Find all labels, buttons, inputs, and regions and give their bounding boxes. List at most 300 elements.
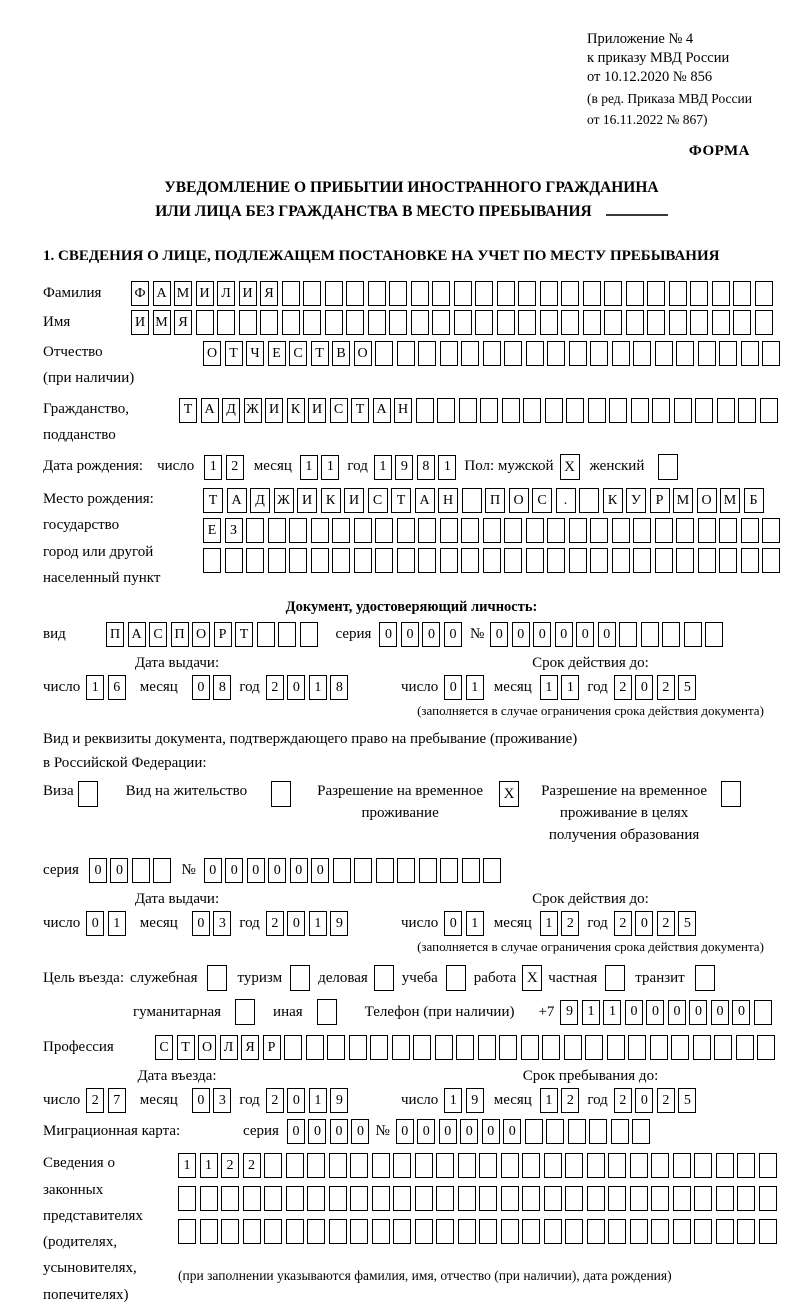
char-cell[interactable] bbox=[225, 548, 243, 573]
char-cell[interactable] bbox=[760, 398, 778, 423]
char-cell[interactable]: Д bbox=[222, 398, 240, 423]
char-cell[interactable] bbox=[479, 1219, 497, 1244]
char-cell[interactable]: Ж bbox=[244, 398, 262, 423]
char-cell[interactable] bbox=[306, 1035, 324, 1060]
char-cell[interactable]: 0 bbox=[635, 675, 653, 700]
char-cell[interactable] bbox=[741, 548, 759, 573]
char-cell[interactable]: X bbox=[522, 965, 542, 991]
char-cell[interactable] bbox=[332, 518, 350, 543]
char-cell[interactable]: Я bbox=[241, 1035, 259, 1060]
char-cell[interactable] bbox=[741, 518, 759, 543]
char-cell[interactable] bbox=[690, 281, 708, 306]
char-cell[interactable] bbox=[397, 341, 415, 366]
char-cell[interactable] bbox=[757, 1035, 775, 1060]
char-cell[interactable] bbox=[605, 965, 625, 991]
char-cell[interactable]: 0 bbox=[422, 622, 440, 647]
representatives-row1-input[interactable] bbox=[178, 1153, 777, 1178]
char-cell[interactable] bbox=[246, 548, 264, 573]
char-cell[interactable]: 0 bbox=[555, 622, 573, 647]
char-cell[interactable] bbox=[483, 518, 501, 543]
char-cell[interactable] bbox=[461, 548, 479, 573]
char-cell[interactable] bbox=[462, 858, 480, 883]
char-cell[interactable] bbox=[694, 1186, 712, 1211]
char-cell[interactable]: И bbox=[344, 488, 364, 513]
sex-female-checkbox[interactable] bbox=[658, 454, 678, 480]
char-cell[interactable] bbox=[257, 622, 275, 647]
char-cell[interactable] bbox=[207, 965, 227, 991]
char-cell[interactable]: Р bbox=[214, 622, 232, 647]
visa-checkbox[interactable] bbox=[78, 781, 98, 807]
char-cell[interactable]: К bbox=[287, 398, 305, 423]
char-cell[interactable]: 1 bbox=[582, 1000, 600, 1025]
char-cell[interactable] bbox=[456, 1035, 474, 1060]
char-cell[interactable]: 0 bbox=[732, 1000, 750, 1025]
char-cell[interactable] bbox=[440, 548, 458, 573]
char-cell[interactable] bbox=[630, 1153, 648, 1178]
char-cell[interactable]: 0 bbox=[635, 911, 653, 936]
representatives-row2-input[interactable] bbox=[178, 1186, 777, 1211]
char-cell[interactable] bbox=[497, 310, 515, 335]
char-cell[interactable] bbox=[676, 518, 694, 543]
char-cell[interactable] bbox=[501, 1153, 519, 1178]
birthdate-year-input[interactable] bbox=[374, 455, 457, 480]
char-cell[interactable]: Р bbox=[650, 488, 670, 513]
char-cell[interactable] bbox=[349, 1035, 367, 1060]
char-cell[interactable] bbox=[759, 1186, 777, 1211]
char-cell[interactable]: 0 bbox=[503, 1119, 521, 1144]
char-cell[interactable] bbox=[436, 1153, 454, 1178]
char-cell[interactable] bbox=[413, 1035, 431, 1060]
char-cell[interactable]: X bbox=[499, 781, 519, 807]
char-cell[interactable] bbox=[200, 1186, 218, 1211]
char-cell[interactable] bbox=[446, 965, 466, 991]
char-cell[interactable]: 0 bbox=[576, 622, 594, 647]
temp-residence-checkbox[interactable] bbox=[499, 781, 519, 807]
char-cell[interactable] bbox=[647, 281, 665, 306]
char-cell[interactable] bbox=[375, 518, 393, 543]
char-cell[interactable]: С bbox=[532, 488, 552, 513]
char-cell[interactable] bbox=[196, 310, 214, 335]
char-cell[interactable] bbox=[372, 1186, 390, 1211]
birthplace-row3-input[interactable] bbox=[203, 548, 780, 573]
residence-number-input[interactable] bbox=[204, 858, 502, 883]
char-cell[interactable]: О bbox=[203, 341, 221, 366]
birthdate-day-input[interactable] bbox=[204, 455, 244, 480]
entry-day-input[interactable] bbox=[86, 1088, 126, 1113]
char-cell[interactable] bbox=[264, 1219, 282, 1244]
char-cell[interactable]: 1 bbox=[309, 1088, 327, 1113]
char-cell[interactable] bbox=[650, 1035, 668, 1060]
char-cell[interactable] bbox=[669, 281, 687, 306]
char-cell[interactable] bbox=[389, 310, 407, 335]
char-cell[interactable] bbox=[350, 1186, 368, 1211]
char-cell[interactable] bbox=[311, 548, 329, 573]
char-cell[interactable] bbox=[647, 310, 665, 335]
char-cell[interactable] bbox=[264, 1153, 282, 1178]
char-cell[interactable] bbox=[458, 1153, 476, 1178]
char-cell[interactable] bbox=[655, 518, 673, 543]
char-cell[interactable] bbox=[705, 622, 723, 647]
char-cell[interactable] bbox=[504, 341, 522, 366]
char-cell[interactable] bbox=[329, 1219, 347, 1244]
stay-month-input[interactable] bbox=[540, 1088, 580, 1113]
char-cell[interactable]: П bbox=[171, 622, 189, 647]
char-cell[interactable] bbox=[333, 858, 351, 883]
char-cell[interactable]: Ч bbox=[246, 341, 264, 366]
char-cell[interactable] bbox=[282, 310, 300, 335]
char-cell[interactable]: П bbox=[106, 622, 124, 647]
char-cell[interactable] bbox=[475, 281, 493, 306]
char-cell[interactable]: 0 bbox=[351, 1119, 369, 1144]
char-cell[interactable] bbox=[694, 1153, 712, 1178]
char-cell[interactable] bbox=[289, 518, 307, 543]
char-cell[interactable] bbox=[684, 622, 702, 647]
char-cell[interactable] bbox=[587, 1219, 605, 1244]
char-cell[interactable] bbox=[264, 1186, 282, 1211]
char-cell[interactable] bbox=[432, 281, 450, 306]
char-cell[interactable] bbox=[641, 622, 659, 647]
residence-series-input[interactable] bbox=[89, 858, 172, 883]
char-cell[interactable]: А bbox=[201, 398, 219, 423]
char-cell[interactable] bbox=[673, 1153, 691, 1178]
char-cell[interactable]: А bbox=[373, 398, 391, 423]
purpose-tranzit-checkbox[interactable] bbox=[695, 965, 715, 991]
char-cell[interactable] bbox=[332, 548, 350, 573]
char-cell[interactable] bbox=[374, 965, 394, 991]
purpose-delovaya-checkbox[interactable] bbox=[374, 965, 394, 991]
char-cell[interactable]: 0 bbox=[89, 858, 107, 883]
char-cell[interactable] bbox=[733, 281, 751, 306]
char-cell[interactable]: 2 bbox=[657, 1088, 675, 1113]
char-cell[interactable]: 0 bbox=[290, 858, 308, 883]
char-cell[interactable]: 2 bbox=[657, 911, 675, 936]
char-cell[interactable]: 0 bbox=[598, 622, 616, 647]
char-cell[interactable] bbox=[547, 548, 565, 573]
char-cell[interactable]: 3 bbox=[213, 911, 231, 936]
purpose-ucheba-checkbox[interactable] bbox=[446, 965, 466, 991]
char-cell[interactable] bbox=[397, 518, 415, 543]
char-cell[interactable]: 0 bbox=[287, 911, 305, 936]
char-cell[interactable]: П bbox=[485, 488, 505, 513]
char-cell[interactable] bbox=[284, 1035, 302, 1060]
char-cell[interactable] bbox=[716, 1186, 734, 1211]
char-cell[interactable]: 0 bbox=[646, 1000, 664, 1025]
char-cell[interactable]: Е bbox=[203, 518, 221, 543]
char-cell[interactable] bbox=[303, 281, 321, 306]
char-cell[interactable]: Ж bbox=[274, 488, 294, 513]
char-cell[interactable] bbox=[416, 398, 434, 423]
birthplace-row2-input[interactable] bbox=[203, 518, 780, 543]
char-cell[interactable]: 9 bbox=[395, 455, 413, 480]
char-cell[interactable] bbox=[418, 518, 436, 543]
char-cell[interactable] bbox=[522, 1153, 540, 1178]
char-cell[interactable] bbox=[522, 1186, 540, 1211]
char-cell[interactable] bbox=[260, 310, 278, 335]
char-cell[interactable] bbox=[612, 548, 630, 573]
char-cell[interactable] bbox=[461, 518, 479, 543]
char-cell[interactable] bbox=[440, 341, 458, 366]
char-cell[interactable]: 1 bbox=[108, 911, 126, 936]
char-cell[interactable]: 0 bbox=[110, 858, 128, 883]
char-cell[interactable] bbox=[652, 398, 670, 423]
char-cell[interactable] bbox=[694, 1219, 712, 1244]
identity-doc-number-input[interactable] bbox=[490, 622, 723, 647]
char-cell[interactable]: О bbox=[192, 622, 210, 647]
char-cell[interactable] bbox=[561, 310, 579, 335]
char-cell[interactable]: 7 bbox=[108, 1088, 126, 1113]
char-cell[interactable] bbox=[604, 281, 622, 306]
char-cell[interactable] bbox=[246, 518, 264, 543]
char-cell[interactable]: В bbox=[332, 341, 350, 366]
char-cell[interactable] bbox=[436, 1219, 454, 1244]
char-cell[interactable]: И bbox=[131, 310, 149, 335]
char-cell[interactable] bbox=[327, 1035, 345, 1060]
char-cell[interactable] bbox=[545, 398, 563, 423]
char-cell[interactable] bbox=[698, 341, 716, 366]
char-cell[interactable]: 9 bbox=[330, 911, 348, 936]
char-cell[interactable] bbox=[546, 1119, 564, 1144]
char-cell[interactable] bbox=[480, 398, 498, 423]
char-cell[interactable]: 0 bbox=[625, 1000, 643, 1025]
char-cell[interactable] bbox=[628, 1035, 646, 1060]
char-cell[interactable]: 1 bbox=[540, 911, 558, 936]
char-cell[interactable]: Б bbox=[744, 488, 764, 513]
char-cell[interactable]: 0 bbox=[533, 622, 551, 647]
char-cell[interactable] bbox=[698, 548, 716, 573]
birthdate-month-input[interactable] bbox=[300, 455, 340, 480]
char-cell[interactable]: 0 bbox=[192, 675, 210, 700]
char-cell[interactable] bbox=[633, 548, 651, 573]
char-cell[interactable] bbox=[303, 310, 321, 335]
char-cell[interactable] bbox=[239, 310, 257, 335]
char-cell[interactable]: Я bbox=[260, 281, 278, 306]
char-cell[interactable]: 5 bbox=[678, 911, 696, 936]
char-cell[interactable]: Т bbox=[235, 622, 253, 647]
char-cell[interactable]: А bbox=[153, 281, 171, 306]
char-cell[interactable]: С bbox=[330, 398, 348, 423]
char-cell[interactable] bbox=[307, 1186, 325, 1211]
char-cell[interactable] bbox=[300, 622, 318, 647]
char-cell[interactable] bbox=[651, 1153, 669, 1178]
char-cell[interactable] bbox=[368, 281, 386, 306]
char-cell[interactable] bbox=[690, 310, 708, 335]
char-cell[interactable]: 0 bbox=[689, 1000, 707, 1025]
char-cell[interactable] bbox=[526, 548, 544, 573]
char-cell[interactable] bbox=[286, 1153, 304, 1178]
char-cell[interactable] bbox=[397, 858, 415, 883]
char-cell[interactable] bbox=[608, 1219, 626, 1244]
char-cell[interactable] bbox=[432, 310, 450, 335]
char-cell[interactable]: 1 bbox=[603, 1000, 621, 1025]
char-cell[interactable] bbox=[397, 548, 415, 573]
issue2-month-input[interactable] bbox=[192, 911, 232, 936]
char-cell[interactable]: X bbox=[560, 454, 580, 480]
issue-month-input[interactable] bbox=[192, 675, 232, 700]
char-cell[interactable] bbox=[588, 398, 606, 423]
char-cell[interactable] bbox=[411, 310, 429, 335]
char-cell[interactable] bbox=[221, 1186, 239, 1211]
char-cell[interactable] bbox=[762, 341, 780, 366]
purpose-rabota-checkbox[interactable] bbox=[522, 965, 542, 991]
expiry-year-input[interactable] bbox=[614, 675, 697, 700]
char-cell[interactable] bbox=[278, 622, 296, 647]
char-cell[interactable] bbox=[755, 310, 773, 335]
char-cell[interactable] bbox=[325, 310, 343, 335]
char-cell[interactable] bbox=[671, 1035, 689, 1060]
char-cell[interactable] bbox=[612, 518, 630, 543]
char-cell[interactable]: Е bbox=[268, 341, 286, 366]
char-cell[interactable] bbox=[612, 341, 630, 366]
purpose-inaya-checkbox[interactable] bbox=[317, 999, 337, 1025]
char-cell[interactable] bbox=[673, 1219, 691, 1244]
char-cell[interactable]: 0 bbox=[192, 911, 210, 936]
char-cell[interactable] bbox=[435, 1035, 453, 1060]
char-cell[interactable] bbox=[436, 1186, 454, 1211]
char-cell[interactable] bbox=[440, 858, 458, 883]
char-cell[interactable] bbox=[569, 518, 587, 543]
stay-day-input[interactable] bbox=[444, 1088, 484, 1113]
char-cell[interactable] bbox=[590, 518, 608, 543]
char-cell[interactable]: М bbox=[153, 310, 171, 335]
char-cell[interactable] bbox=[459, 398, 477, 423]
char-cell[interactable] bbox=[346, 281, 364, 306]
char-cell[interactable]: 2 bbox=[266, 675, 284, 700]
char-cell[interactable]: 0 bbox=[460, 1119, 478, 1144]
char-cell[interactable] bbox=[655, 548, 673, 573]
char-cell[interactable]: И bbox=[308, 398, 326, 423]
residence-permit-checkbox[interactable] bbox=[271, 781, 291, 807]
char-cell[interactable]: 8 bbox=[417, 455, 435, 480]
char-cell[interactable]: 1 bbox=[374, 455, 392, 480]
char-cell[interactable]: 0 bbox=[444, 911, 462, 936]
char-cell[interactable]: 1 bbox=[466, 911, 484, 936]
char-cell[interactable]: О bbox=[509, 488, 529, 513]
char-cell[interactable]: Т bbox=[351, 398, 369, 423]
char-cell[interactable] bbox=[626, 281, 644, 306]
char-cell[interactable] bbox=[590, 548, 608, 573]
char-cell[interactable]: 0 bbox=[439, 1119, 457, 1144]
char-cell[interactable] bbox=[286, 1186, 304, 1211]
char-cell[interactable] bbox=[716, 1153, 734, 1178]
char-cell[interactable]: 0 bbox=[330, 1119, 348, 1144]
char-cell[interactable]: 2 bbox=[266, 911, 284, 936]
char-cell[interactable] bbox=[346, 310, 364, 335]
char-cell[interactable] bbox=[633, 518, 651, 543]
char-cell[interactable] bbox=[712, 281, 730, 306]
char-cell[interactable]: 2 bbox=[226, 455, 244, 480]
char-cell[interactable] bbox=[631, 398, 649, 423]
char-cell[interactable]: 0 bbox=[668, 1000, 686, 1025]
char-cell[interactable]: Я bbox=[174, 310, 192, 335]
char-cell[interactable] bbox=[733, 310, 751, 335]
char-cell[interactable] bbox=[268, 548, 286, 573]
char-cell[interactable] bbox=[419, 858, 437, 883]
char-cell[interactable] bbox=[153, 858, 171, 883]
char-cell[interactable]: 0 bbox=[287, 1088, 305, 1113]
char-cell[interactable]: К bbox=[321, 488, 341, 513]
char-cell[interactable] bbox=[418, 341, 436, 366]
char-cell[interactable]: Т bbox=[203, 488, 223, 513]
char-cell[interactable] bbox=[569, 341, 587, 366]
char-cell[interactable]: 0 bbox=[287, 675, 305, 700]
char-cell[interactable] bbox=[673, 1186, 691, 1211]
char-cell[interactable] bbox=[478, 1035, 496, 1060]
char-cell[interactable] bbox=[607, 1035, 625, 1060]
profession-input[interactable] bbox=[155, 1035, 775, 1060]
char-cell[interactable] bbox=[540, 310, 558, 335]
stay-year-input[interactable] bbox=[614, 1088, 697, 1113]
char-cell[interactable] bbox=[542, 1035, 560, 1060]
char-cell[interactable] bbox=[547, 341, 565, 366]
char-cell[interactable] bbox=[721, 781, 741, 807]
char-cell[interactable]: 2 bbox=[614, 675, 632, 700]
char-cell[interactable] bbox=[221, 1219, 239, 1244]
char-cell[interactable] bbox=[440, 518, 458, 543]
expiry2-day-input[interactable] bbox=[444, 911, 484, 936]
migration-series-input[interactable] bbox=[287, 1119, 370, 1144]
char-cell[interactable]: 0 bbox=[308, 1119, 326, 1144]
char-cell[interactable]: Т bbox=[391, 488, 411, 513]
char-cell[interactable]: Т bbox=[225, 341, 243, 366]
char-cell[interactable] bbox=[676, 341, 694, 366]
char-cell[interactable]: Н bbox=[394, 398, 412, 423]
char-cell[interactable] bbox=[762, 548, 780, 573]
char-cell[interactable]: 9 bbox=[466, 1088, 484, 1113]
char-cell[interactable] bbox=[418, 548, 436, 573]
char-cell[interactable]: 1 bbox=[321, 455, 339, 480]
char-cell[interactable] bbox=[290, 965, 310, 991]
char-cell[interactable]: Ф bbox=[131, 281, 149, 306]
char-cell[interactable] bbox=[479, 1153, 497, 1178]
char-cell[interactable]: О bbox=[697, 488, 717, 513]
char-cell[interactable]: 0 bbox=[396, 1119, 414, 1144]
char-cell[interactable]: 9 bbox=[330, 1088, 348, 1113]
char-cell[interactable] bbox=[271, 781, 291, 807]
char-cell[interactable]: С bbox=[149, 622, 167, 647]
char-cell[interactable] bbox=[217, 310, 235, 335]
char-cell[interactable]: 0 bbox=[711, 1000, 729, 1025]
char-cell[interactable]: И bbox=[196, 281, 214, 306]
char-cell[interactable] bbox=[415, 1186, 433, 1211]
char-cell[interactable]: 0 bbox=[192, 1088, 210, 1113]
firstname-input[interactable] bbox=[131, 310, 773, 335]
char-cell[interactable] bbox=[564, 1035, 582, 1060]
char-cell[interactable] bbox=[282, 281, 300, 306]
char-cell[interactable] bbox=[632, 1119, 650, 1144]
char-cell[interactable] bbox=[693, 1035, 711, 1060]
char-cell[interactable] bbox=[518, 310, 536, 335]
char-cell[interactable]: 1 bbox=[309, 675, 327, 700]
char-cell[interactable]: С bbox=[155, 1035, 173, 1060]
char-cell[interactable] bbox=[499, 1035, 517, 1060]
char-cell[interactable]: 0 bbox=[287, 1119, 305, 1144]
char-cell[interactable]: 2 bbox=[657, 675, 675, 700]
char-cell[interactable] bbox=[200, 1219, 218, 1244]
char-cell[interactable]: А bbox=[227, 488, 247, 513]
char-cell[interactable] bbox=[587, 1186, 605, 1211]
char-cell[interactable]: К bbox=[603, 488, 623, 513]
char-cell[interactable]: 1 bbox=[178, 1153, 196, 1178]
char-cell[interactable] bbox=[393, 1153, 411, 1178]
representatives-row3-input[interactable] bbox=[178, 1219, 777, 1244]
char-cell[interactable] bbox=[626, 310, 644, 335]
purpose-sluzhebnaya-checkbox[interactable] bbox=[207, 965, 227, 991]
char-cell[interactable] bbox=[289, 548, 307, 573]
expiry2-month-input[interactable] bbox=[540, 911, 580, 936]
char-cell[interactable] bbox=[583, 310, 601, 335]
char-cell[interactable] bbox=[78, 781, 98, 807]
char-cell[interactable] bbox=[589, 1119, 607, 1144]
